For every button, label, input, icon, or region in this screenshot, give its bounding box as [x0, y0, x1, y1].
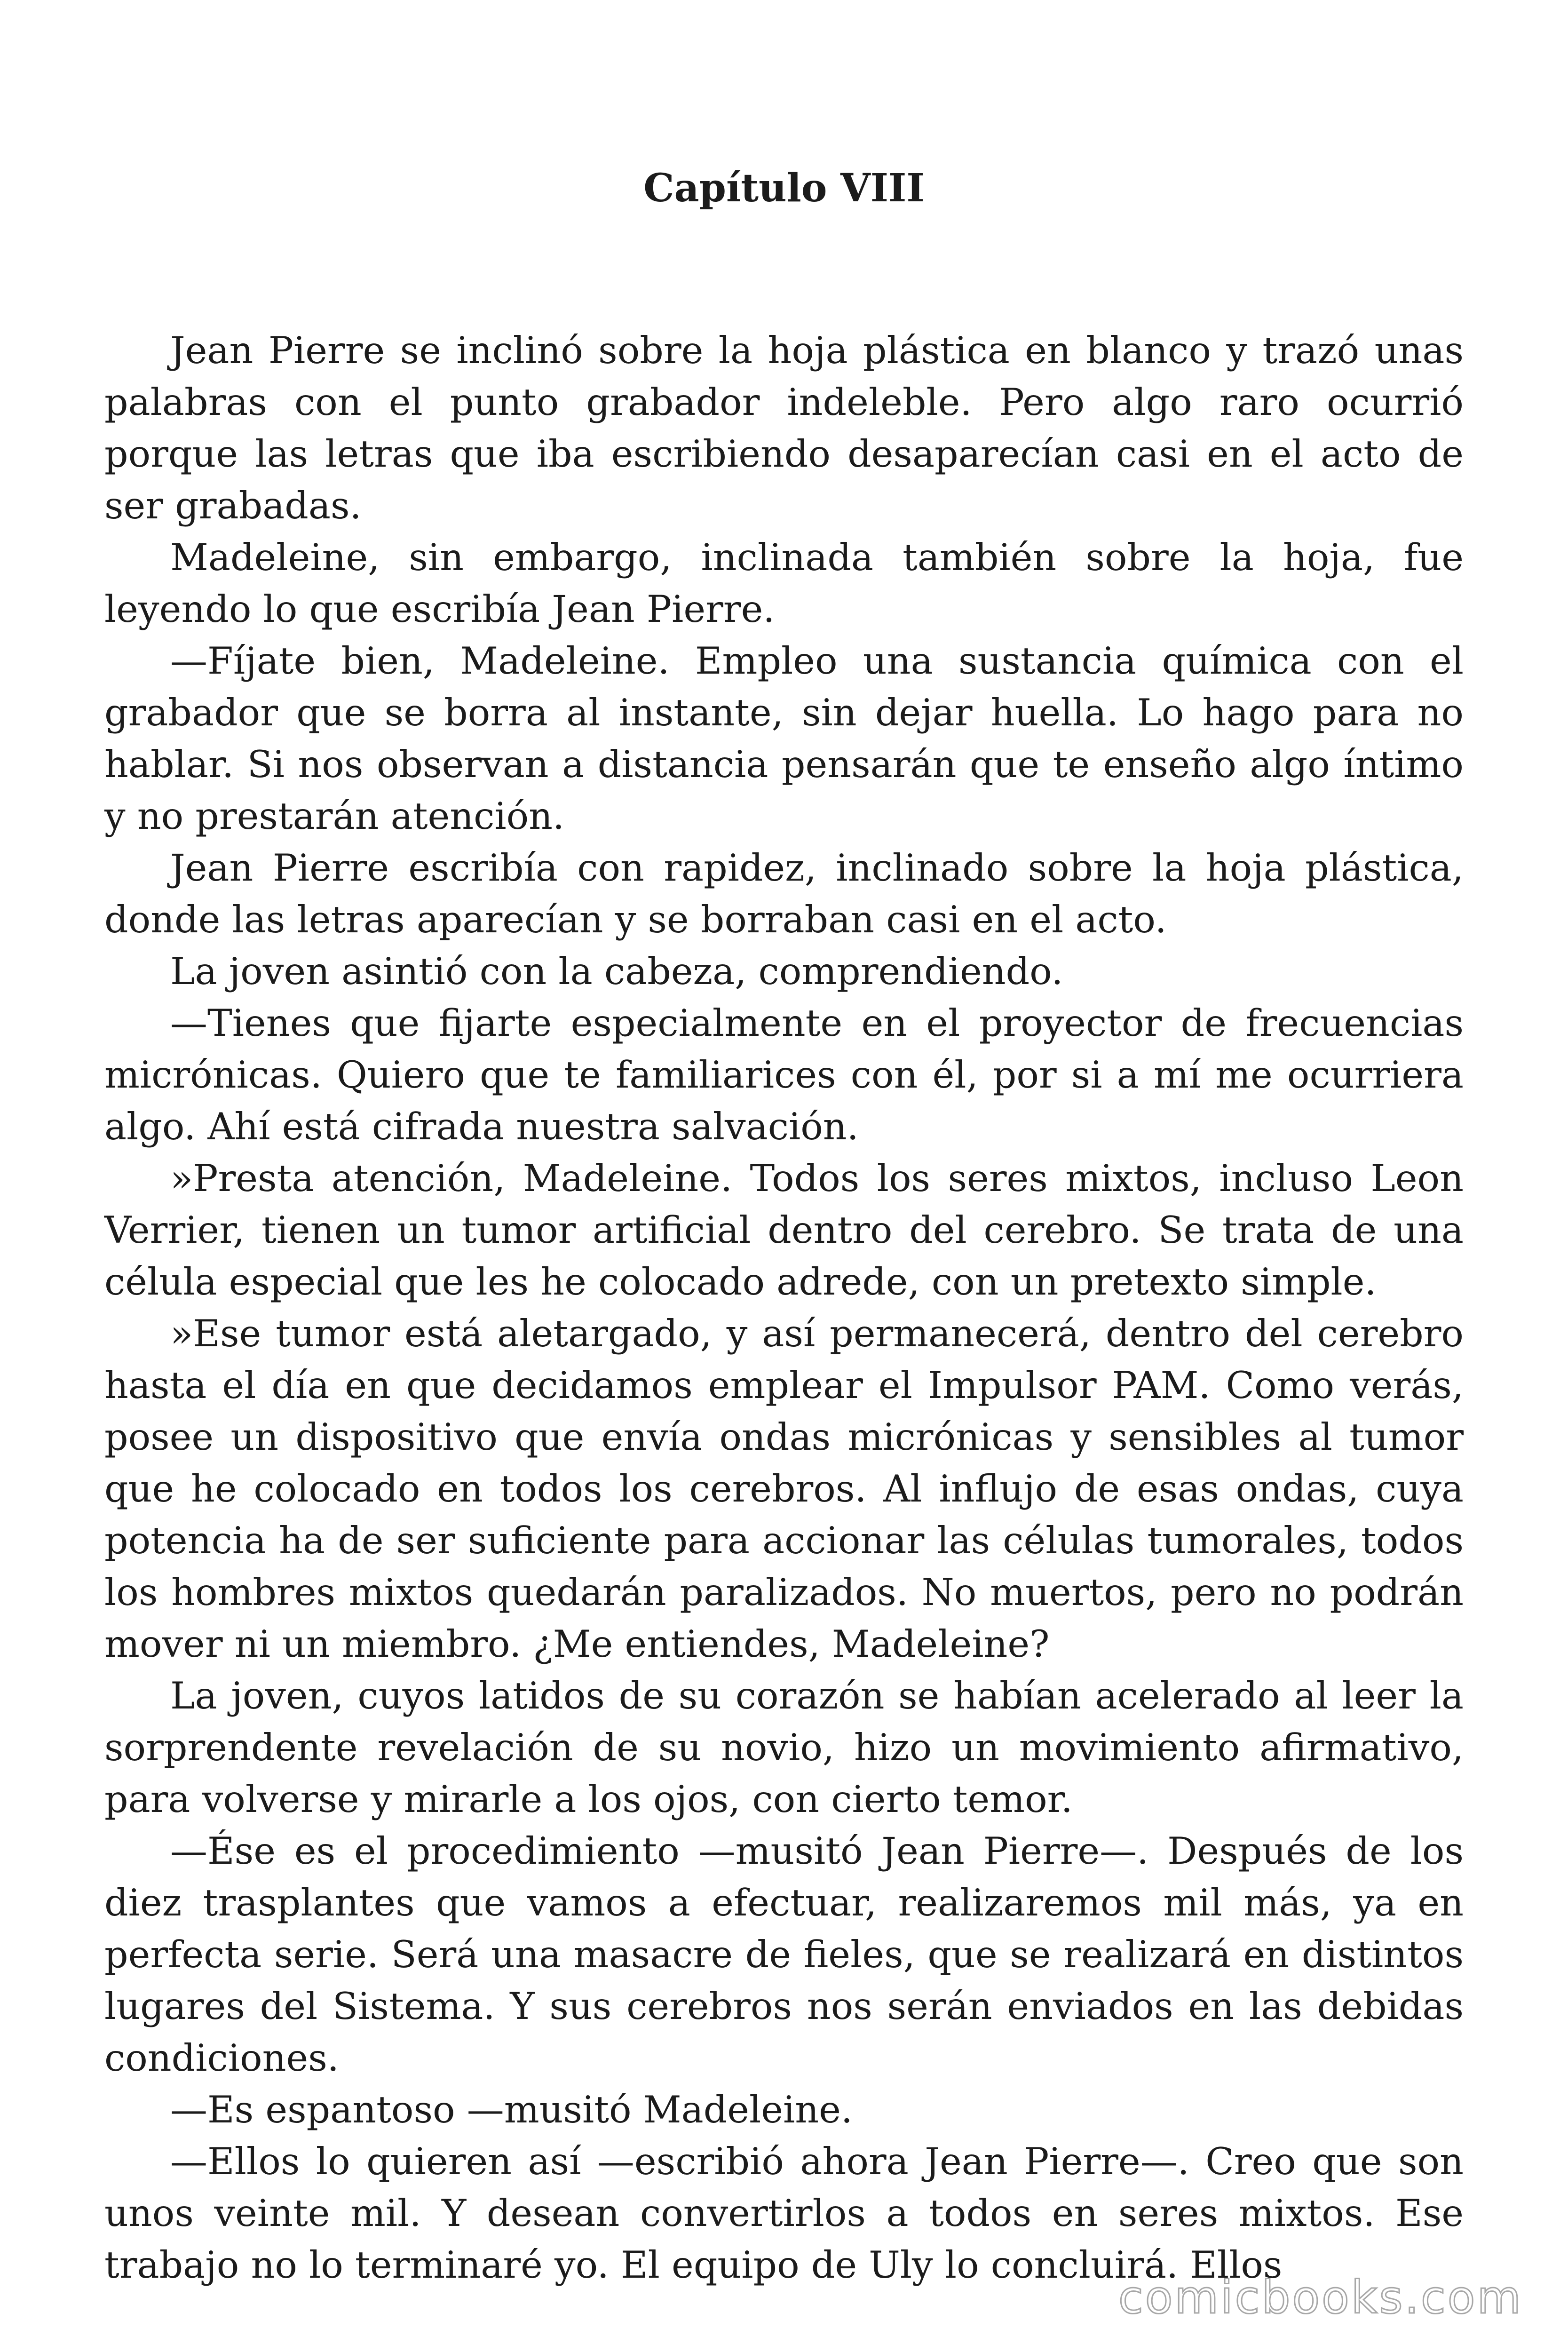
paragraph: —Ése es el procedimiento —musitó Jean Pierre—. Después de los diez trasplantes que vamos a efectuar, realizaremos mil más, ya en perfecta serie. Será una masacre de fieles, que se realizará en distintos lugares del Sistema. Y sus cerebros nos serán enviados en las debidas condiciones.: [104, 1829, 1464, 2080]
paragraph: —Fíjate bien, Madeleine. Empleo una sustancia química con el grabador que se borra al instante, sin dejar huella. Lo hago para no hablar. Si nos observan a distancia pensarán que te enseño algo íntimo y no prestarán atención.: [104, 639, 1464, 838]
paragraph: —Tienes que fijarte especialmente en el proyector de frecuencias micrónicas. Quiero que te familiarices con él, por si a mí me ocurriera algo. Ahí está cifrada nuestra salvación.: [104, 1001, 1464, 1148]
paragraph: La joven asintió con la cabeza, comprendiendo.: [170, 950, 1063, 993]
chapter-body: [104, 325, 1464, 2291]
paragraph: Jean Pierre se inclinó sobre la hoja plástica en blanco y trazó unas palabras con el punto grabador indeleble. Pero algo raro ocurrió porque las letras que iba escribiendo desaparecían casi en el acto de ser grabadas.: [104, 329, 1464, 527]
paragraph: Madeleine, sin embargo, inclinada también sobre la hoja, fue leyendo lo que escribía Jean Pierre.: [104, 536, 1464, 631]
paragraph: —Es espantoso —musitó Madeleine.: [170, 2088, 853, 2131]
chapter-title: Capítulo VIII: [643, 166, 925, 211]
paragraph: —Ellos lo quieren así —escribió ahora Jean Pierre—. Creo que son unos veinte mil. Y desean convertirlos a todos en seres mixtos. Ese trabajo no lo terminaré yo. El equipo de Uly lo concluirá. Ellos: [104, 2140, 1464, 2287]
paragraph: »Presta atención, Madeleine. Todos los seres mixtos, incluso Leon Verrier, tienen un tumor artificial dentro del cerebro. Se trata de una célula especial que les he colocado adrede, con un pretexto simple.: [104, 1157, 1464, 1303]
site-watermark: comicbooks.com: [1118, 2271, 1523, 2324]
paragraph: La joven, cuyos latidos de su corazón se habían acelerado al leer la sorprendente revelación de su novio, hizo un movimiento afirmativo, para volverse y mirarle a los ojos, con cierto temor.: [104, 1674, 1464, 1821]
paragraph: »Ese tumor está aletargado, y así permanecerá, dentro del cerebro hasta el día en que decidamos emplear el Impulsor PAM. Como verás, posee un dispositivo que envía ondas micrónicas y sensibles al tumor que he colocado en todos los cerebros. Al influjo de esas ondas, cuya potencia ha de ser suficiente para accionar las células tumorales, todos los hombres mixtos quedarán paralizados. No muertos, pero no podrán mover ni un miembro. ¿Me entiendes, Madeleine?: [104, 1312, 1464, 1666]
paragraph: Jean Pierre escribía con rapidez, inclinado sobre la hoja plástica, donde las letras aparecían y se borraban casi en el acto.: [104, 846, 1464, 941]
